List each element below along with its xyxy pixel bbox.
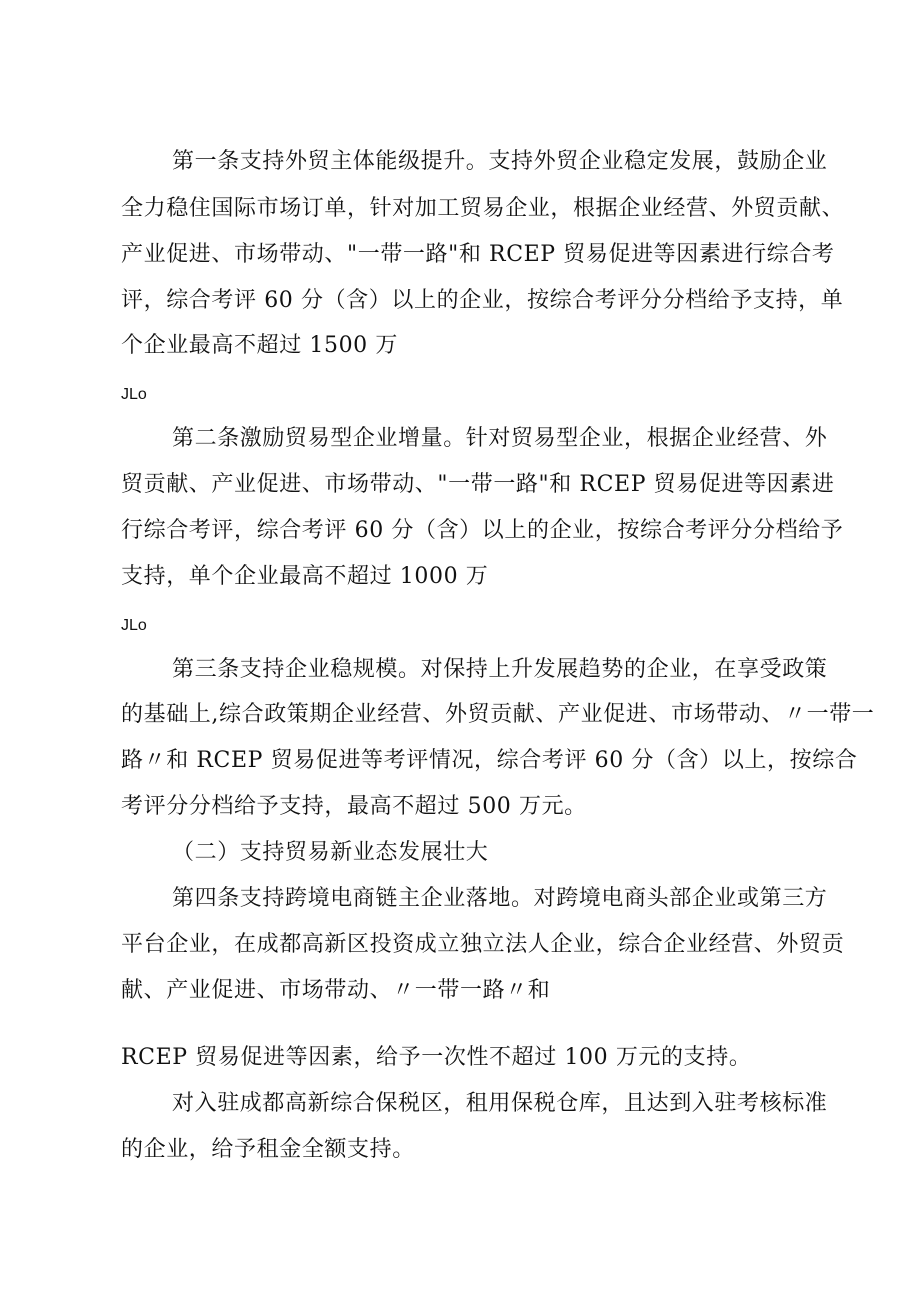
- section-heading: （二）支持贸易新业态发展壮大: [172, 840, 489, 865]
- article1-marker: JLo: [121, 386, 147, 403]
- article3-line-4: 考评分分档给予支持，最高不超过 500 万元。: [121, 794, 587, 819]
- article4-line-2: 平台企业，在成都高新区投资成立独立法人企业，综合企业经营、外贸贡: [121, 932, 845, 957]
- article2-line-4: 支持，单个企业最高不超过 1000 万: [121, 564, 489, 589]
- article3-line-2: 的基础上,综合政策期企业经营、外贸贡献、产业促进、市场带动、〃一带一: [121, 702, 875, 727]
- article4-line-1: 第四条支持跨境电商链主企业落地。对跨境电商头部企业或第三方: [172, 886, 828, 911]
- article1-line-2: 全力稳住国际市场订单，针对加工贸易企业，根据企业经营、外贸贡献、: [121, 196, 845, 221]
- article2-marker: JLo: [121, 617, 147, 634]
- article4-extra-line-1: 对入驻成都高新综合保税区，租用保税仓库，且达到入驻考核标准: [172, 1091, 828, 1116]
- article1-line-3: 产业促进、市场带动、"一带一路"和 RCEP 贸易促进等因素进行综合考: [121, 242, 835, 267]
- article1-line-5: 个企业最高不超过 1500 万: [121, 333, 398, 358]
- article4-line-4: RCEP 贸易促进等因素，给予一次性不超过 100 万元的支持。: [121, 1045, 752, 1070]
- article1-line-4: 评，综合考评 60 分（含）以上的企业，按综合考评分分档给予支持，单: [121, 288, 844, 313]
- article3-line-3: 路〃和 RCEP 贸易促进等考评情况，综合考评 60 分（含）以上，按综合: [121, 748, 858, 773]
- article2-line-2: 贸贡献、产业促进、市场带动、"一带一路"和 RCEP 贸易促进等因素进: [121, 472, 835, 497]
- article4-line-3: 献、产业促进、市场带动、〃一带一路〃和: [121, 978, 551, 1003]
- article3-line-1: 第三条支持企业稳规模。对保持上升发展趋势的企业，在享受政策: [172, 657, 828, 682]
- article4-extra-line-2: 的企业，给予租金全额支持。: [121, 1137, 415, 1162]
- article1-line-1: 第一条支持外贸主体能级提升。支持外贸企业稳定发展，鼓励企业: [172, 149, 828, 174]
- article2-line-1: 第二条激励贸易型企业增量。针对贸易型企业，根据企业经营、外: [172, 426, 828, 451]
- article2-line-3: 行综合考评，综合考评 60 分（含）以上的企业，按综合考评分分档给予: [121, 518, 844, 543]
